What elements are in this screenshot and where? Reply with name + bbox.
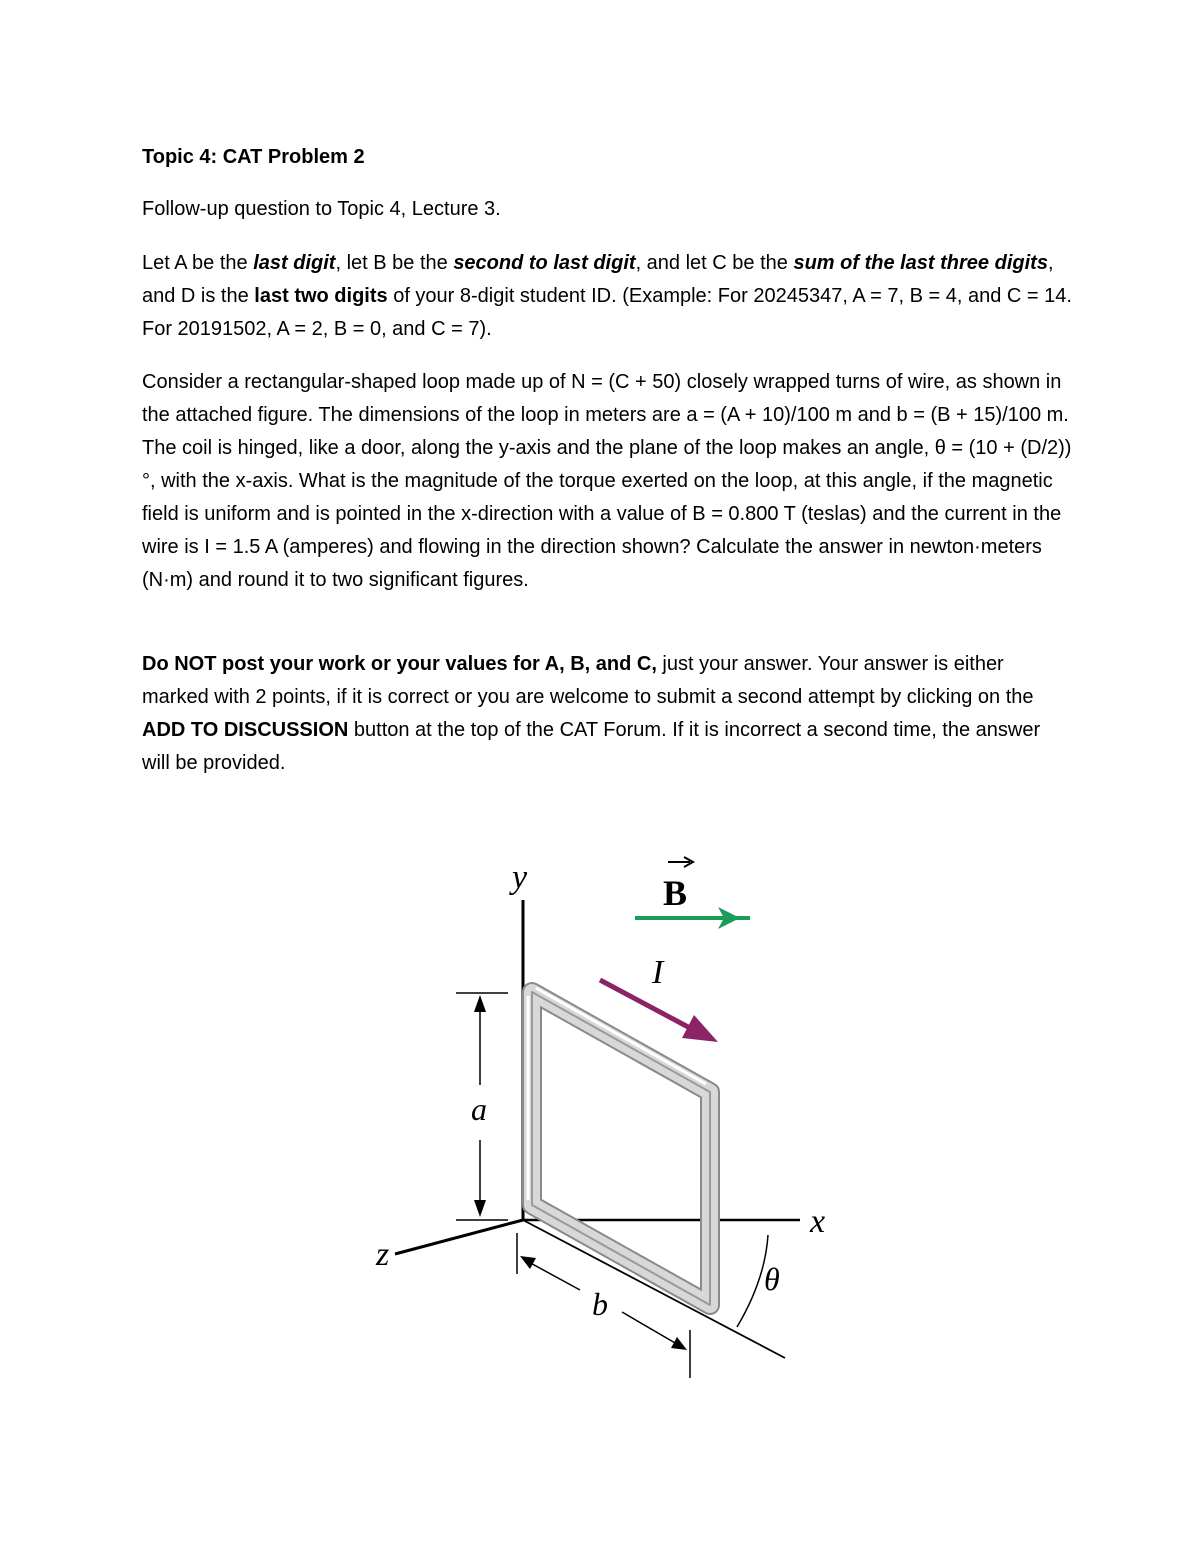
vector-arrow-icon — [668, 857, 693, 867]
coil-figure — [360, 850, 840, 1380]
coil-loop — [528, 988, 710, 1305]
label-x: x — [810, 1203, 826, 1240]
dimension-a-arrow-down — [474, 1200, 486, 1217]
label-b: b — [592, 1286, 608, 1322]
p1-last-digit: last digit — [253, 252, 336, 274]
dimension-b-arrow-left — [520, 1256, 536, 1269]
p1-text-1: Let A be the — [142, 252, 254, 274]
label-I: I — [652, 954, 664, 991]
p1-text-2: , let B be the — [335, 252, 454, 274]
p3-text-1: just your answer. Your answer is either marked with 2 points, if it is correct or you are welcome to submit a second attempt by clicking on the — [142, 653, 1034, 708]
p1-sum-last-three: sum of the last three digits — [793, 252, 1048, 274]
label-a: a — [471, 1091, 487, 1127]
label-B: B — [663, 873, 688, 913]
p3-bold-warning: Do NOT post your work or your values for A, B, and C, — [142, 653, 657, 675]
p1-last-two-digits: last two digits — [254, 285, 388, 307]
magnetic-field-arrow — [635, 907, 750, 929]
p3-text-2: button at the top of the CAT Forum. If it is incorrect a second time, the answer will be provided. — [142, 719, 1041, 774]
definitions-paragraph — [142, 247, 1072, 346]
p1-second-to-last-digit: second to last digit — [453, 252, 636, 274]
label-z: z — [376, 1236, 390, 1273]
dimension-b-right — [622, 1312, 682, 1347]
label-y: y — [512, 859, 528, 896]
loop-plane-line — [523, 1220, 785, 1358]
problem-title: Topic 4: CAT Problem 2 — [142, 146, 365, 168]
dimension-b-arrow-right — [671, 1337, 687, 1350]
p1-text-4: , and D is the — [142, 252, 1054, 307]
p3-add-to-discussion: ADD TO DISCUSSION — [142, 719, 349, 741]
p1-text-5: of your 8-digit student ID. (Example: For 20245347, A = 7, B = 4, and C = 14. For 20191502, A = 2, B = 0, and C = 7). — [142, 285, 1072, 340]
label-theta: θ — [764, 1261, 780, 1297]
dimension-a-arrow-up — [474, 995, 486, 1012]
instructions-paragraph — [142, 648, 1072, 780]
problem-paragraph: Consider a rectangular-shaped loop made up of N = (C + 50) closely wrapped turns of wire, as shown in the attached figure. The dimensions of the loop in meters are a = (A + 10)/100 m and b = (B + 15)/100 m. The coil is hinged, like a door, along the y-axis and the plane of the loop makes an angle, θ = (10 + (D/2))°, with the x-axis. What is the magnitude of the torque exerted on the loop, at this angle, if the magnetic field is uniform and is pointed in the x-direction with a value of B = 0.800 T (teslas) and the current in the wire is I = 1.5 A (amperes) and flowing in the direction shown? Calculate the answer in newton·meters (N·m) and round it to two significant figures. — [142, 371, 1072, 591]
followup-line: Follow-up question to Topic 4, Lecture 3. — [142, 198, 501, 220]
p1-text-3: , and let C be the — [635, 252, 794, 274]
z-axis-line — [395, 1220, 523, 1254]
dimension-b-left — [525, 1260, 580, 1290]
